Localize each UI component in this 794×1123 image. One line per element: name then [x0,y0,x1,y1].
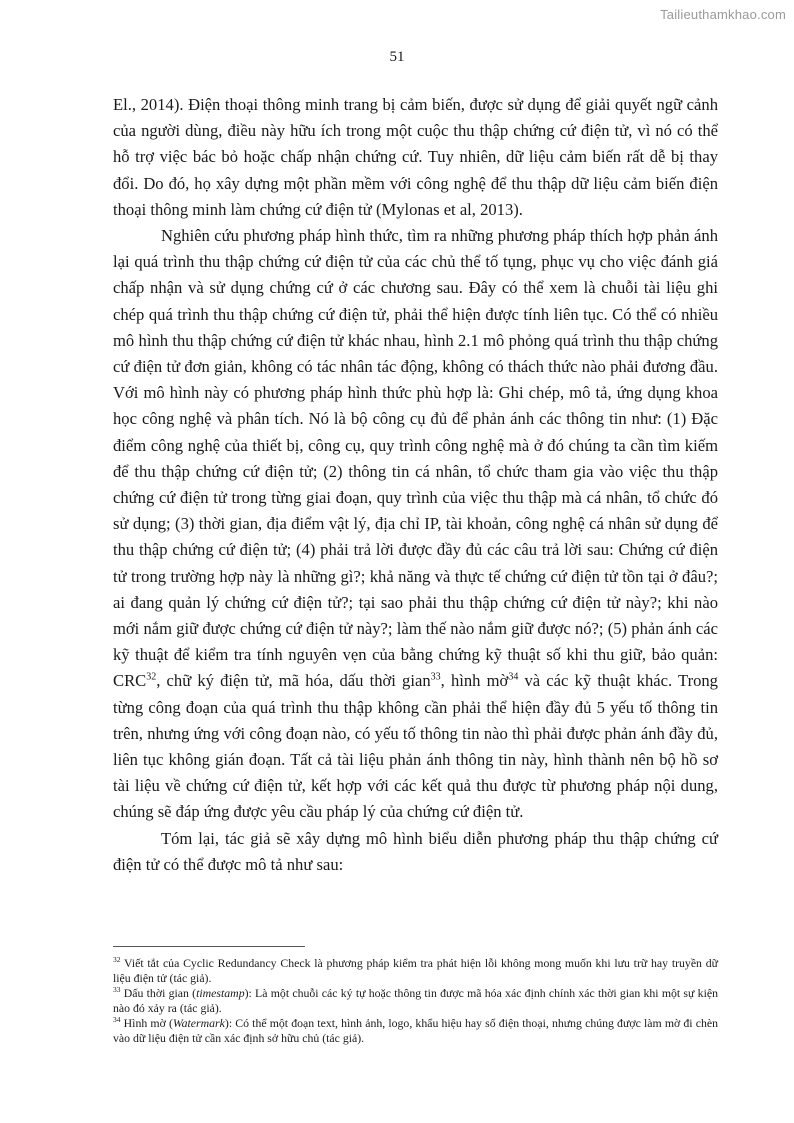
footnote [113,986,718,1015]
body-paragraph [113,92,718,223]
text-run: Nghiên cứu phương pháp hình thức, tìm ra những phương pháp thích hợp phản ánh lại quá trình thu thập chứng cứ điện tử của các chủ thể tố tụng, phục vụ cho việc đánh giá chấp nhận và sử dụng chứng cứ ở các chương sau. Đây có thể xem là chuỗi tài liệu ghi chép quá trình thu thập chứng cứ điện tử, phải thể hiện được tính liên tục. Có thể có nhiều mô hình thu thập chứng cứ điện tử khác nhau, hình 2.1 mô phỏng quá trình thu thập chứng cứ điện tử đơn giản, không có tác nhân tác động, không có thách thức nào phải đương đầu. Với mô hình này có phương pháp hình thức phù hợp là: Ghi chép, mô tả, ứng dụng khoa học công nghệ và phân tích. Nó là bộ công cụ đủ để phản ánh các thông tin như: (1) Đặc điểm công nghệ của thiết bị, công cụ, quy trình công nghệ mà ở đó chúng ta cần tìm kiếm để thu thập chứng cứ điện tử; (2) thông tin cá nhân, tổ chức tham gia vào việc thu thập chứng cứ điện tử trong từng giai đoạn, quy trình của việc thu thập mà cá nhân, tổ chức đó sử dụng; (3) thời gian, địa điểm vật lý, địa chỉ IP, tài khoản, công nghệ cá nhân sử dụng để thu thập chứng cứ điện tử; (4) phải trả lời được đầy đủ các câu trả lời sau: Chứng cứ điện tử trong trường hợp này là những gì?; khả năng và thực tế chứng cứ điện tử tồn tại ở đâu?; ai đang quản lý chứng cứ điện tử?; tại sao phải thu thập chứng cứ điện tử này?; khi nào mới nắm giữ được chứng cứ điện tử này?; làm thế nào nắm giữ được nó?; (5) phản ánh các kỹ thuật để kiểm tra tính nguyên vẹn của bằng chứng kỹ thuật số khi thu giữ, bảo quản: CRC [113,226,718,691]
footnote-text: ): Có thể một đoạn text, hình ảnh, logo, khẩu hiệu hay số điện thoại, nhưng chúng được làm mờ đi chèn vào dữ liệu điện tử cần xác định sở hữu chủ (tác giả). [113,1016,718,1045]
footnote-ref[interactable]: 32 [146,671,157,683]
footnote-number: 33 [113,985,121,995]
text-run: El., 2014). Điện thoại thông minh trang bị cảm biến, được sử dụng để giải quyết ngữ cảnh của người dùng, điều này hữu ích trong một cuộc thu thập chứng cứ điện tử, vì nó có thể hỗ trợ việc bác bỏ hoặc chấp nhận chứng cứ. Tuy nhiên, dữ liệu cảm biến rất dễ bị thay đổi. Do đó, họ xây dựng một phần mềm với công nghệ để thu thập dữ liệu cảm biến điện thoại thông minh làm chứng cứ điện tử (Mylonas et al, 2013). [113,95,718,219]
footnote-text: Viết tắt của Cyclic Redundancy Check là phương pháp kiểm tra phát hiện lỗi không mong muốn khi lưu trữ hay truyền dữ liệu điện tử (tác giả). [113,956,718,985]
footnote-term: timestamp [196,986,245,1001]
footnotes [113,956,718,1047]
footnote-term: Watermark [172,1016,225,1031]
body-paragraph [113,223,718,826]
text-run: , chữ ký điện tử, mã hóa, dấu thời gian [156,671,431,691]
site-watermark: Tailieuthamkhao.com [660,7,786,22]
text-run: Tóm lại, tác giả sẽ xây dựng mô hình biểu diễn phương pháp thu thập chứng cứ điện tử có thể được mô tả như sau: [113,828,718,874]
body-text [113,92,718,878]
text-run: và các kỹ thuật khác. Trong từng công đoạn của quá trình thu thập không cần phải thể hiện đầy đủ 5 yếu tố thông tin trên, nhưng ứng với công đoạn nào, có yếu tố thông tin nào thì phải được phản ánh đầy đủ, liên tục không gián đoạn. Tất cả tài liệu phản ánh thông tin này, hình thành nên bộ hồ sơ tài liệu về chứng cứ điện tử, kết hợp với các kết quả thu được từ phương pháp nội dung, chúng sẽ đáp ứng được yêu cầu pháp lý của chứng cứ điện tử. [113,671,718,822]
footnote-ref[interactable]: 33 [430,671,441,683]
page-number: 51 [389,49,405,65]
footnote-text: ): Là một chuỗi các ký tự hoặc thông tin được mã hóa xác định chính xác thời gian khi một sự kiện nào đó xảy ra (tác giả). [113,986,718,1015]
footnote-number: 34 [113,1015,121,1025]
text-run: , hình mờ [440,671,509,691]
footnote-text: Hình mờ ( [120,1016,173,1031]
footnote-divider [113,946,305,947]
footnote-text: Dấu thời gian ( [120,986,197,1001]
footnote-number: 32 [113,955,121,965]
body-paragraph [113,826,718,878]
footnote-ref[interactable]: 34 [508,671,519,683]
footnote [113,956,718,985]
footnote [113,1016,718,1045]
